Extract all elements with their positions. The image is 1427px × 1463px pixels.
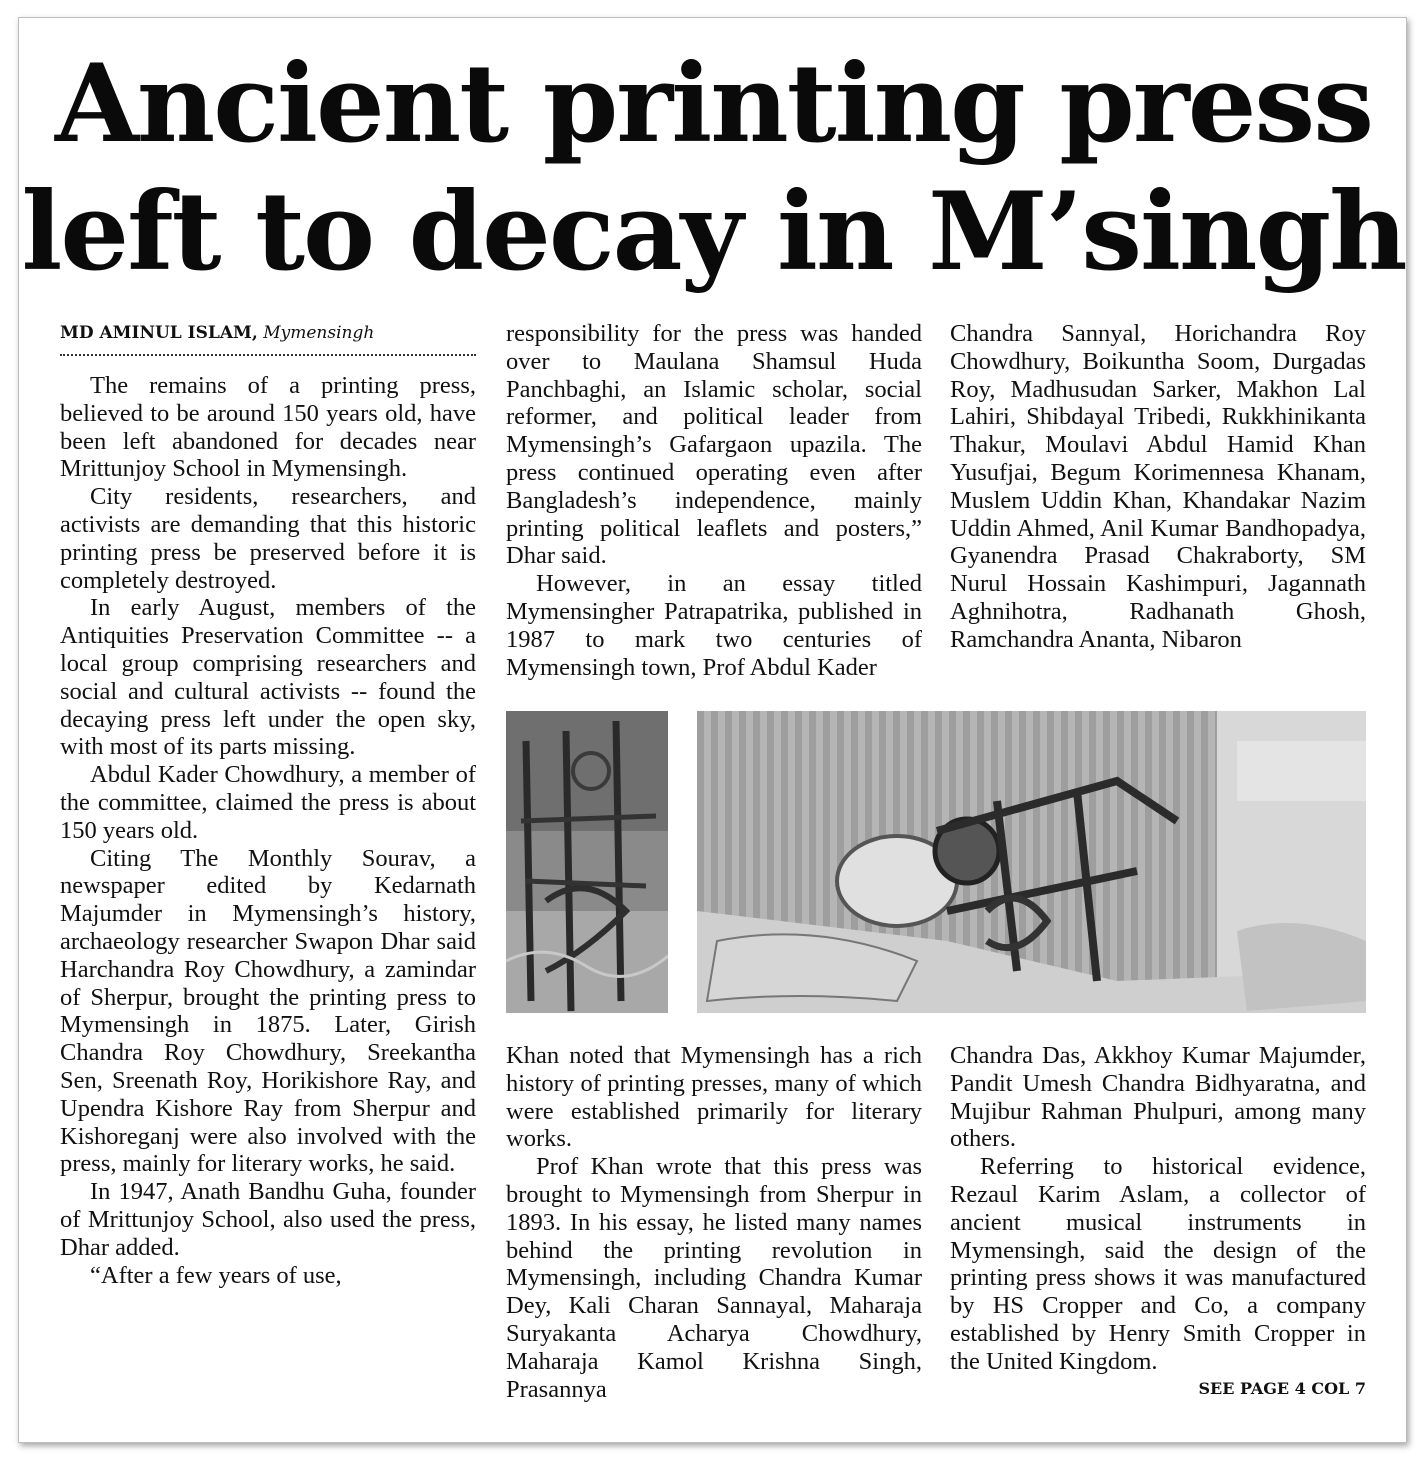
paragraph: Citing The Monthly Sourav, a newspaper edited by Kedarnath Majumder in Mymensingh’s history, archaeology researcher Swapon Dhar said Harchandra Roy Chowdhury, a zamindar of Sherpur, brought the printing press to Mymensingh in 1875. Later, Girish Chandra Roy Chowdhury, Sreekantha Sen, Sreenath Roy, Horikishore Ray, and Upendra Kishore Ray from Sherpur and Kishoreganj were also involved with the press, mainly for literary works, he said.	[60, 844, 476, 1178]
paragraph: Chandra Das, Akkhoy Kumar Majumder, Pandit Umesh Chandra Bidhyaratna, and Mujibur Rahman Phulpuri, among many others.	[950, 1042, 1366, 1153]
paragraph: responsibility for the press was handed over to Maulana Shamsul Huda Panchbaghi, an Islamic scholar, social reformer, and political leader from Mymensingh’s Gafargaon upazila. The press continued operating even after Bangladesh’s independence, mainly printing political leaflets and posters,” Dhar said.	[506, 320, 922, 570]
paragraph: Khan noted that Mymensingh has a rich history of printing presses, many of which were established primarily for literary works.	[506, 1042, 922, 1153]
byline-author: MD AMINUL ISLAM,	[60, 323, 258, 343]
continued-on-page-jump: SEE PAGE 4 COL 7	[1198, 1379, 1366, 1398]
byline	[60, 322, 476, 356]
headline-line-2: left to decay in M’singh	[21, 169, 1406, 295]
paragraph: In 1947, Anath Bandhu Guha, founder of Mrittunjoy School, also used the press, Dhar added.	[60, 1178, 476, 1261]
column-3-bottom	[950, 1042, 1366, 1376]
column-3-top	[950, 320, 1366, 654]
headline	[0, 40, 1427, 296]
column-1	[60, 372, 476, 1289]
column-2-bottom	[506, 1042, 922, 1403]
paragraph: “After a few years of use,	[90, 1261, 342, 1289]
paragraph: City residents, researchers, and activists are demanding that this historic printing press be preserved before it is completely destroyed.	[60, 483, 476, 594]
paragraph: Abdul Kader Chowdhury, a member of the committee, claimed the press is about 150 years old.	[60, 761, 476, 844]
paragraph: In early August, members of the Antiquities Preservation Committee -- a local group comprising researchers and social and cultural activists -- found the decaying press left under the open sky, with most of its parts missing.	[60, 594, 476, 761]
paragraph: The remains of a printing press, believed to be around 150 years old, have been left abandoned for decades near Mrittunjoy School in Mymensingh.	[60, 372, 476, 483]
headline-line-1: Ancient printing press	[54, 41, 1373, 167]
press-photo-left	[506, 711, 668, 1013]
paragraph: Prof Khan wrote that this press was brought to Mymensingh from Sherpur in 1893. In his essay, he listed many names behind the printing revolution in Mymensingh, including Chandra Kumar Dey, Kali Charan Sannayal, Maharaja Suryakanta Acharya Chowdhury, Maharaja Kamol Krishna Singh, Prasannya	[506, 1153, 922, 1403]
press-photo-right	[697, 711, 1366, 1013]
decaying-press-image	[697, 711, 1366, 1013]
paragraph: However, in an essay titled Mymensingher Patrapatrika, published in 1987 to mark two centuries of Mymensingh town, Prof Abdul Kader	[506, 570, 922, 681]
press-frame-image	[506, 711, 668, 1013]
paragraph: Chandra Sannyal, Horichandra Roy Chowdhury, Boikuntha Soom, Durgadas Roy, Madhusudan Sarker, Makhon Lal Lahiri, Shibdayal Tribedi, Rukkhinikanta Thakur, Moulavi Abdul Hamid Khan Yusufjai, Begum Korimennesa Khanam, Muslem Uddin Khan, Khandakar Nazim Uddin Ahmed, Anil Kumar Bandhopadya, Gyanendra Prasad Chakraborty, SM Nurul Hossain Kashimpuri, Jagannath Aghnihotra, Radhanath Ghosh, Ramchandra Ananta, Nibaron	[950, 320, 1366, 653]
byline-location: Mymensingh	[263, 323, 375, 343]
paragraph: Referring to historical evidence, Rezaul Karim Aslam, a collector of ancient musical instruments in Mymensingh, said the design of the printing press shows it was manufactured by HS Cropper and Co, a company established by Henry Smith Cropper in the United Kingdom.	[950, 1153, 1366, 1375]
column-2-top	[506, 320, 922, 681]
